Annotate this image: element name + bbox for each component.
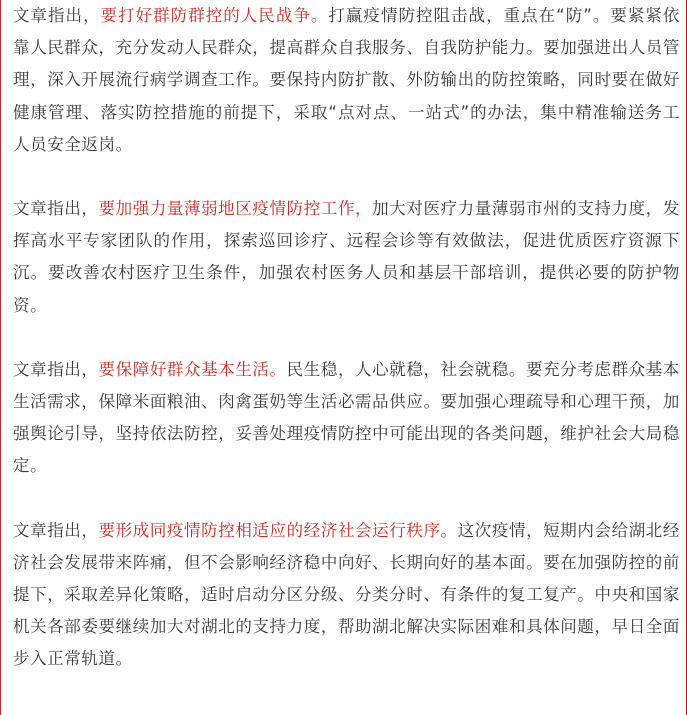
paragraph-text: 这次疫情，短期内会给湖北经济社会发展带来阵痛，但不会影响经济稳中向好、长期向好的基本面。要在加强防控的前提下，采取差异化策略，适时启动分区分级、分类分时、有条件的复工复产。中央和国家机关各部委要继续加大对湖北的支持力度，帮助湖北解决实际困难和具体问题，早日全面步入正常轨道。 xyxy=(13,520,680,669)
paragraph-4 xyxy=(13,515,680,676)
paragraph-text: 加大对医疗力量薄弱市州的支持力度，发挥高水平专家团队的作用，探索巡回诊疗、远程会诊等有效做法，促进优质医疗资源下沉。要改善农村医疗卫生条件，加强农村医务人员和基层干部培训，提供必要的防护物资。 xyxy=(13,199,680,315)
paragraph-lead: 文章指出， xyxy=(13,6,101,25)
paragraph-lead: 文章指出， xyxy=(13,199,99,219)
paragraph-lead: 文章指出， xyxy=(13,359,99,379)
paragraph-highlight: 要加强力量薄弱地区疫情防控工作， xyxy=(98,199,373,219)
paragraph-1 xyxy=(13,0,680,161)
paragraph-3 xyxy=(13,354,680,483)
paragraph-highlight: 要保障好群众基本生活。 xyxy=(98,359,287,379)
paragraph-text: 打赢疫情防控阻击战，重点在“防”。要紧紧依靠人民群众，充分发动人民群众，提高群众自我服务、自我防护能力。要加强进出人员管理，深入开展流行病学调查工作。要保持内防扩散、外防输出的防控策略，同时要在做好健康管理、落实防控措施的前提下，采取“点对点、一站式”的办法，集中精准输送务工人员安全返岗。 xyxy=(13,6,680,154)
paragraph-highlight: 要打好群防群控的人民战争。 xyxy=(100,6,329,25)
paragraph-highlight: 要形成同疫情防控相适应的经济社会运行秩序。 xyxy=(98,520,458,540)
paragraph-lead: 文章指出， xyxy=(13,520,99,540)
paragraph-2 xyxy=(13,193,680,322)
paragraph-text: 民生稳，人心就稳，社会就稳。要充分考虑群众基本生活需求，保障米面粮油、肉禽蛋奶等生活必需品供应。要加强心理疏导和心理干预，加强舆论引导，坚持依法防控，妥善处理疫情防控中可能出现的各类问题，维护社会大局稳定。 xyxy=(13,359,680,476)
